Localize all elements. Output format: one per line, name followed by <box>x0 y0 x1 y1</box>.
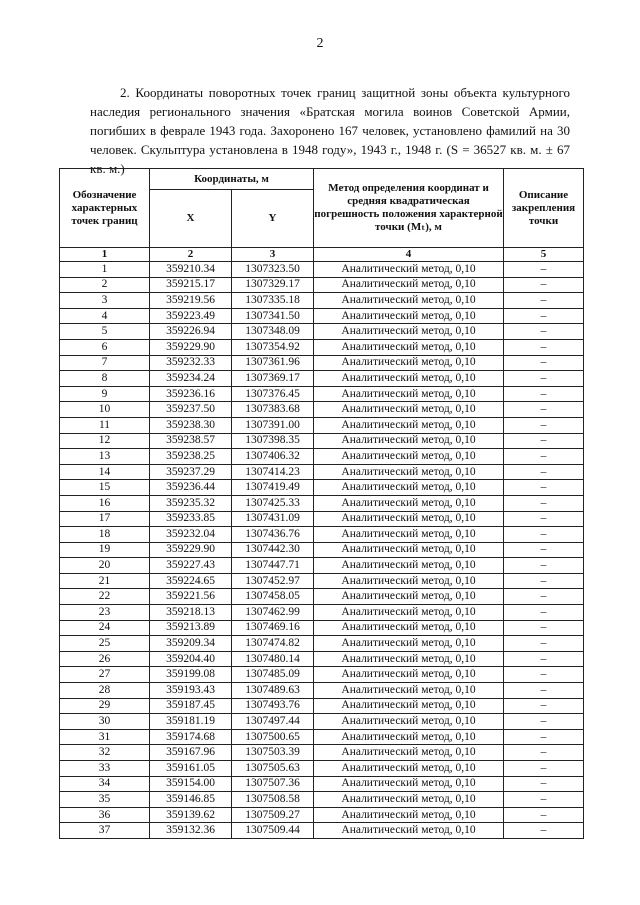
cell-description: – <box>504 605 584 621</box>
cell-method: Аналитический метод, 0,10 <box>314 511 504 527</box>
cell-point-number: 12 <box>60 433 150 449</box>
cell-point-number: 10 <box>60 402 150 418</box>
cell-method: Аналитический метод, 0,10 <box>314 573 504 589</box>
cell-description: – <box>504 464 584 480</box>
cell-description: – <box>504 589 584 605</box>
table-row <box>60 636 584 652</box>
cell-y: 1307391.00 <box>232 417 314 433</box>
cell-x: 359229.90 <box>150 339 232 355</box>
cell-y: 1307419.49 <box>232 480 314 496</box>
cell-x: 359224.65 <box>150 573 232 589</box>
table-row <box>60 293 584 309</box>
cell-y: 1307406.32 <box>232 449 314 465</box>
cell-x: 359229.90 <box>150 542 232 558</box>
cell-point-number: 19 <box>60 542 150 558</box>
cell-method: Аналитический метод, 0,10 <box>314 776 504 792</box>
cell-y: 1307341.50 <box>232 308 314 324</box>
cell-x: 359218.13 <box>150 605 232 621</box>
table-row <box>60 262 584 278</box>
header-x: X <box>150 190 232 248</box>
cell-point-number: 6 <box>60 339 150 355</box>
cell-description: – <box>504 511 584 527</box>
cell-method: Аналитический метод, 0,10 <box>314 651 504 667</box>
table-row <box>60 807 584 823</box>
cell-y: 1307348.09 <box>232 324 314 340</box>
cell-x: 359237.50 <box>150 402 232 418</box>
cell-point-number: 9 <box>60 386 150 402</box>
table-row <box>60 542 584 558</box>
cell-y: 1307474.82 <box>232 636 314 652</box>
cell-method: Аналитический метод, 0,10 <box>314 371 504 387</box>
cell-description: – <box>504 620 584 636</box>
cell-description: – <box>504 729 584 745</box>
cell-y: 1307507.36 <box>232 776 314 792</box>
cell-point-number: 18 <box>60 527 150 543</box>
table-row <box>60 667 584 683</box>
table-row <box>60 761 584 777</box>
cell-description: – <box>504 495 584 511</box>
cell-method: Аналитический метод, 0,10 <box>314 402 504 418</box>
cell-y: 1307452.97 <box>232 573 314 589</box>
cell-method: Аналитический метод, 0,10 <box>314 761 504 777</box>
cell-x: 359227.43 <box>150 558 232 574</box>
header-designation: Обозначение характерных точек границ <box>60 169 150 248</box>
table-row <box>60 371 584 387</box>
cell-x: 359181.19 <box>150 714 232 730</box>
cell-point-number: 27 <box>60 667 150 683</box>
column-number: 4 <box>314 248 504 262</box>
cell-x: 359238.30 <box>150 417 232 433</box>
cell-point-number: 37 <box>60 823 150 839</box>
cell-method: Аналитический метод, 0,10 <box>314 589 504 605</box>
cell-y: 1307398.35 <box>232 433 314 449</box>
table-header <box>60 169 584 262</box>
cell-point-number: 2 <box>60 277 150 293</box>
cell-method: Аналитический метод, 0,10 <box>314 527 504 543</box>
cell-method: Аналитический метод, 0,10 <box>314 807 504 823</box>
table-row <box>60 386 584 402</box>
cell-y: 1307436.76 <box>232 527 314 543</box>
cell-y: 1307500.65 <box>232 729 314 745</box>
cell-y: 1307458.05 <box>232 589 314 605</box>
cell-point-number: 15 <box>60 480 150 496</box>
cell-method: Аналитический метод, 0,10 <box>314 308 504 324</box>
cell-y: 1307509.44 <box>232 823 314 839</box>
cell-point-number: 28 <box>60 683 150 699</box>
cell-description: – <box>504 355 584 371</box>
cell-y: 1307376.45 <box>232 386 314 402</box>
cell-method: Аналитический метод, 0,10 <box>314 667 504 683</box>
cell-point-number: 17 <box>60 511 150 527</box>
cell-y: 1307485.09 <box>232 667 314 683</box>
cell-x: 359236.16 <box>150 386 232 402</box>
table-row <box>60 620 584 636</box>
cell-description: – <box>504 792 584 808</box>
cell-x: 359167.96 <box>150 745 232 761</box>
cell-point-number: 3 <box>60 293 150 309</box>
cell-description: – <box>504 542 584 558</box>
cell-method: Аналитический метод, 0,10 <box>314 464 504 480</box>
table-row <box>60 573 584 589</box>
cell-point-number: 7 <box>60 355 150 371</box>
table-row <box>60 277 584 293</box>
cell-y: 1307323.50 <box>232 262 314 278</box>
cell-method: Аналитический метод, 0,10 <box>314 542 504 558</box>
cell-x: 359174.68 <box>150 729 232 745</box>
header-y: Y <box>232 190 314 248</box>
cell-description: – <box>504 262 584 278</box>
cell-x: 359209.34 <box>150 636 232 652</box>
cell-description: – <box>504 761 584 777</box>
header-method: Метод определения координат и средняя квадратическая погрешность положения характерной точки (Мₜ), м <box>314 169 504 248</box>
cell-x: 359235.32 <box>150 495 232 511</box>
cell-method: Аналитический метод, 0,10 <box>314 277 504 293</box>
cell-description: – <box>504 714 584 730</box>
cell-point-number: 8 <box>60 371 150 387</box>
cell-point-number: 14 <box>60 464 150 480</box>
cell-x: 359232.04 <box>150 527 232 543</box>
cell-description: – <box>504 293 584 309</box>
cell-point-number: 24 <box>60 620 150 636</box>
cell-x: 359193.43 <box>150 683 232 699</box>
cell-point-number: 36 <box>60 807 150 823</box>
cell-method: Аналитический метод, 0,10 <box>314 355 504 371</box>
cell-y: 1307431.09 <box>232 511 314 527</box>
cell-method: Аналитический метод, 0,10 <box>314 714 504 730</box>
cell-method: Аналитический метод, 0,10 <box>314 339 504 355</box>
table-row <box>60 339 584 355</box>
cell-x: 359238.25 <box>150 449 232 465</box>
cell-point-number: 11 <box>60 417 150 433</box>
table-row <box>60 683 584 699</box>
cell-x: 359146.85 <box>150 792 232 808</box>
cell-description: – <box>504 339 584 355</box>
cell-x: 359213.89 <box>150 620 232 636</box>
page-number: 2 <box>316 36 324 51</box>
cell-description: – <box>504 324 584 340</box>
cell-x: 359232.33 <box>150 355 232 371</box>
cell-method: Аналитический метод, 0,10 <box>314 558 504 574</box>
cell-description: – <box>504 745 584 761</box>
cell-x: 359215.17 <box>150 277 232 293</box>
cell-x: 359210.34 <box>150 262 232 278</box>
cell-method: Аналитический метод, 0,10 <box>314 698 504 714</box>
cell-point-number: 25 <box>60 636 150 652</box>
cell-method: Аналитический метод, 0,10 <box>314 417 504 433</box>
cell-y: 1307493.76 <box>232 698 314 714</box>
column-number: 1 <box>60 248 150 262</box>
cell-y: 1307329.17 <box>232 277 314 293</box>
cell-description: – <box>504 698 584 714</box>
table-row <box>60 324 584 340</box>
cell-x: 359219.56 <box>150 293 232 309</box>
cell-x: 359236.44 <box>150 480 232 496</box>
table-row <box>60 714 584 730</box>
cell-description: – <box>504 823 584 839</box>
cell-description: – <box>504 402 584 418</box>
cell-x: 359154.00 <box>150 776 232 792</box>
table-row <box>60 433 584 449</box>
table-row <box>60 464 584 480</box>
table-row <box>60 495 584 511</box>
table-row <box>60 527 584 543</box>
cell-y: 1307462.99 <box>232 605 314 621</box>
cell-x: 359238.57 <box>150 433 232 449</box>
cell-x: 359223.49 <box>150 308 232 324</box>
cell-x: 359221.56 <box>150 589 232 605</box>
cell-description: – <box>504 636 584 652</box>
column-number: 5 <box>504 248 584 262</box>
cell-y: 1307509.27 <box>232 807 314 823</box>
table-row <box>60 511 584 527</box>
cell-description: – <box>504 480 584 496</box>
cell-x: 359161.05 <box>150 761 232 777</box>
table-row <box>60 417 584 433</box>
cell-description: – <box>504 433 584 449</box>
cell-method: Аналитический метод, 0,10 <box>314 495 504 511</box>
table-row <box>60 698 584 714</box>
cell-point-number: 20 <box>60 558 150 574</box>
table-row <box>60 402 584 418</box>
cell-method: Аналитический метод, 0,10 <box>314 792 504 808</box>
cell-method: Аналитический метод, 0,10 <box>314 293 504 309</box>
cell-point-number: 30 <box>60 714 150 730</box>
cell-point-number: 32 <box>60 745 150 761</box>
cell-x: 359139.62 <box>150 807 232 823</box>
cell-description: – <box>504 573 584 589</box>
cell-description: – <box>504 308 584 324</box>
cell-method: Аналитический метод, 0,10 <box>314 823 504 839</box>
cell-description: – <box>504 527 584 543</box>
cell-description: – <box>504 449 584 465</box>
cell-y: 1307369.17 <box>232 371 314 387</box>
cell-method: Аналитический метод, 0,10 <box>314 683 504 699</box>
cell-point-number: 31 <box>60 729 150 745</box>
cell-x: 359199.08 <box>150 667 232 683</box>
cell-point-number: 35 <box>60 792 150 808</box>
cell-y: 1307480.14 <box>232 651 314 667</box>
table-row <box>60 605 584 621</box>
table-row <box>60 480 584 496</box>
cell-point-number: 33 <box>60 761 150 777</box>
cell-y: 1307497.44 <box>232 714 314 730</box>
cell-y: 1307354.92 <box>232 339 314 355</box>
cell-method: Аналитический метод, 0,10 <box>314 433 504 449</box>
cell-description: – <box>504 667 584 683</box>
cell-description: – <box>504 386 584 402</box>
cell-point-number: 29 <box>60 698 150 714</box>
cell-method: Аналитический метод, 0,10 <box>314 262 504 278</box>
cell-y: 1307505.63 <box>232 761 314 777</box>
cell-point-number: 21 <box>60 573 150 589</box>
cell-description: – <box>504 558 584 574</box>
header-coordinates: Координаты, м <box>150 169 314 190</box>
table-row <box>60 558 584 574</box>
cell-y: 1307442.30 <box>232 542 314 558</box>
cell-point-number: 22 <box>60 589 150 605</box>
intro-paragraph: 2. Координаты поворотных точек границ защитной зоны объекта культурного наследия регионального значения «Братская могила воинов Советской Армии, погибших в феврале 1943 года. Захоронено 167 человек, установлено фамилий на 30 человек. Скульптура установлена в 1948 году», 1943 г., 1948 г. (S = 36527 кв. м. ± 67 кв. м.) <box>90 85 570 176</box>
table-row <box>60 792 584 808</box>
cell-y: 1307383.68 <box>232 402 314 418</box>
cell-description: – <box>504 417 584 433</box>
cell-x: 359226.94 <box>150 324 232 340</box>
table-row <box>60 651 584 667</box>
cell-description: – <box>504 807 584 823</box>
coordinates-table <box>59 168 584 839</box>
header-description: Описание закрепления точки <box>504 169 584 248</box>
cell-method: Аналитический метод, 0,10 <box>314 449 504 465</box>
cell-description: – <box>504 371 584 387</box>
cell-y: 1307447.71 <box>232 558 314 574</box>
cell-description: – <box>504 277 584 293</box>
cell-x: 359234.24 <box>150 371 232 387</box>
table-row <box>60 355 584 371</box>
column-number: 3 <box>232 248 314 262</box>
table-row <box>60 776 584 792</box>
cell-description: – <box>504 683 584 699</box>
cell-point-number: 13 <box>60 449 150 465</box>
cell-method: Аналитический метод, 0,10 <box>314 605 504 621</box>
cell-point-number: 5 <box>60 324 150 340</box>
cell-point-number: 23 <box>60 605 150 621</box>
cell-y: 1307489.63 <box>232 683 314 699</box>
cell-y: 1307335.18 <box>232 293 314 309</box>
cell-point-number: 1 <box>60 262 150 278</box>
cell-x: 359132.36 <box>150 823 232 839</box>
table-row <box>60 449 584 465</box>
cell-method: Аналитический метод, 0,10 <box>314 386 504 402</box>
table-row <box>60 745 584 761</box>
cell-method: Аналитический метод, 0,10 <box>314 745 504 761</box>
table-row <box>60 823 584 839</box>
table-row <box>60 589 584 605</box>
cell-x: 359204.40 <box>150 651 232 667</box>
cell-description: – <box>504 776 584 792</box>
cell-point-number: 34 <box>60 776 150 792</box>
cell-y: 1307425.33 <box>232 495 314 511</box>
cell-y: 1307414.23 <box>232 464 314 480</box>
cell-method: Аналитический метод, 0,10 <box>314 636 504 652</box>
cell-x: 359233.85 <box>150 511 232 527</box>
cell-x: 359237.29 <box>150 464 232 480</box>
cell-y: 1307361.96 <box>232 355 314 371</box>
cell-method: Аналитический метод, 0,10 <box>314 324 504 340</box>
cell-method: Аналитический метод, 0,10 <box>314 620 504 636</box>
column-number: 2 <box>150 248 232 262</box>
table-row <box>60 729 584 745</box>
cell-method: Аналитический метод, 0,10 <box>314 729 504 745</box>
cell-y: 1307503.39 <box>232 745 314 761</box>
cell-point-number: 4 <box>60 308 150 324</box>
cell-y: 1307508.58 <box>232 792 314 808</box>
cell-x: 359187.45 <box>150 698 232 714</box>
cell-y: 1307469.16 <box>232 620 314 636</box>
cell-point-number: 16 <box>60 495 150 511</box>
cell-method: Аналитический метод, 0,10 <box>314 480 504 496</box>
table-row <box>60 308 584 324</box>
table-body <box>60 262 584 839</box>
cell-description: – <box>504 651 584 667</box>
cell-point-number: 26 <box>60 651 150 667</box>
